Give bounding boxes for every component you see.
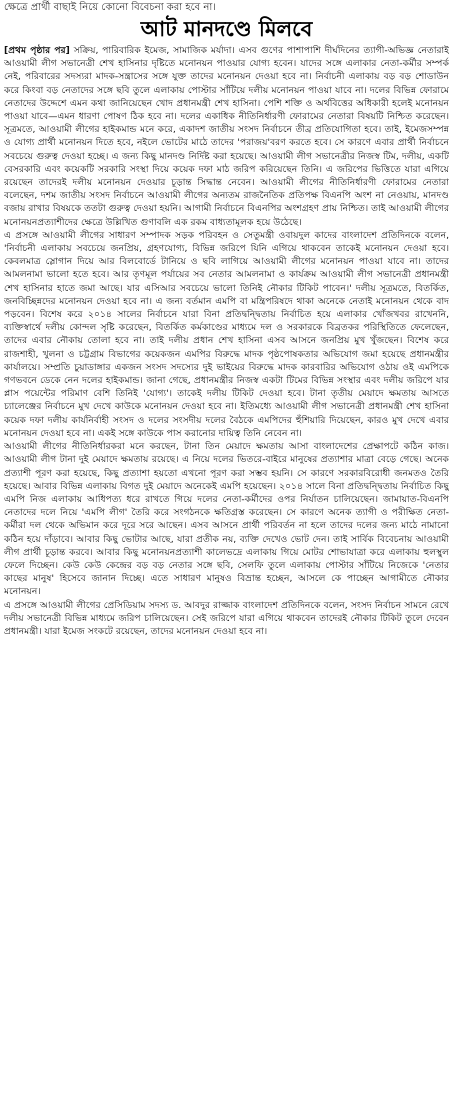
article-headline: আট মানদণ্ডে মিলবে: [140, 17, 313, 41]
article-body: [4, 44, 449, 1116]
continued-from-label: [প্রথম পৃষ্ঠার পর]: [4, 45, 70, 56]
article-paragraph-1: [4, 44, 449, 229]
paragraph-text: সক্রিয়, পারিবারিক ইমেজ, সামাজিক মর্যাদা। এসব গুণের পাশাপাশি দীর্ঘদিনের ত্যাগী-অভিজ্ঞ নেতারাই আওয়ামী লীগ সভানেত্রী শেখ হাসিনার দৃষ্টিতে মনোনয়ন পাওয়ার যোগ্য হবেন। যাদের সঙ্গে এলাকার নেতা-কর্মীর সম্পর্ক নেই, পরিবারের সদস্যরা মাদক-সন্ত্রাসের সঙ্গে যুক্ত তাদের মনোনয়ন দেওয়া হবে না। নির্বাচনী এলাকায় বড় বড় শোডাউন করে কিংবা বড় নেতাদের সঙ্গে ছবি তুলে এলাকায় পোস্টার সাঁটিয়ে দলীয় মনোনয়ন পাওয়া যাবে না। দলের বিভিন্ন ফোরামে নেতাদের উদ্দেশে এমন কথা জানিয়েছেন খোদ প্রধানমন্ত্রী শেখ হাসিনা। পেশি শক্তি ও অর্থবিত্তের অধিকারী হলেই মনোনয়ন পাওয়া যাবে—এমন ধারণা পোষণ ঠিক হবে না। দলের একাধিক নীতিনির্ধারণী ফোরামের নেতারা বিষয়টি নিশ্চিত করেছেন। সূত্রমতে, আওয়ামী লীগের হাইকমান্ড মনে করে, একাদশ জাতীয় সংসদ নির্বাচনে তীব্র প্রতিযোগিতা হবে। তাই, ইমেজসম্পন্ন ও যোগ্য প্রার্থী মনোনয়ন দিতে হবে, নইলে ভোটের মাঠে তাদের 'পরাজয়'বরণ করতে হবে। সে কারণে এবার প্রার্থী নির্বাচনে সবচেয়ে গুরুত্ব দেওয়া হচ্ছে। এ জন্য কিছু মানদণ্ড নির্দিষ্ট করা হয়েছে। আওয়ামী লীগ সভানেত্রীর নিজস্ব টিম, দলীয়, একটি বেসরকারি এবং কয়েকটি সরকারি সংস্থা দিয়ে কয়েক দফা মাঠ জরিপ করিয়েছেন তিনি। এ জরিপের ভিত্তিতে যারা এগিয়ে রয়েছেন তাদেরই দলীয় মনোনয়ন দেওয়ার চূড়ান্ত সিদ্ধান্ত নেবেন। আওয়ামী লীগের নীতিনির্ধারণী ফোরামের নেতারা বলেছেন, দশম জাতীয় সংসদ নির্বাচনে আওয়ামী লীগের অন্যতম রাজনৈতিক প্রতিপক্ষ বিএনপি অংশ না নেওয়ায়, মানদণ্ড বজায় রাখার বিষয়কে ততটা গুরুত্ব দেওয়া হয়নি। আগামী নির্বাচনে বিএনপির অংশগ্রহণ প্রায় নিশ্চিত। তাই আওয়ামী লীগের মনোনয়নপ্রত্যাশীদের ক্ষেত্রে উল্লিখিত গুণাবলি এক রকম বাধ্যতামূলক হয়ে উঠেছে।: [4, 45, 449, 228]
previous-article-tail: ক্ষেত্রে প্রার্থী বাছাই নিয়ে কোনো বিবেচনা করা হবে না।: [4, 2, 216, 13]
article-paragraph-3: আওয়ামী লীগের নীতিনির্ধারকরা মনে করছেন, টানা তিন মেয়াদে ক্ষমতায় আসা বাংলাদেশের প্রেক্ষাপটে কঠিন কাজ। আওয়ামী লীগ টানা দুই মেয়াদে ক্ষমতায় রয়েছে। এ নিয়ে দলের ভিতরে-বাইরে মানুষের প্রত্যাশার মাত্রা বেড়ে গেছে। অনেক প্রত্যাশী পূরণ করা হয়েছে, কিছু প্রত্যাশা হয়তো এখনো পূরণ করা সম্ভব হয়নি। সে কারণে সরকারবিরোধী জনমতও তৈরি হয়েছে। আবার বিভিন্ন এলাকায় বিগত দুই মেয়াদে অনেকেই এমপি হয়েছেন। ২০১৪ সালে বিনা প্রতিদ্বন্দ্বিতায় নির্বাচিত কিছু এমপি নিজ এলাকায় আধিপত্য ধরে রাখতে গিয়ে দলের নেতা-কর্মীদের ওপর নির্যাতন চালিয়েছেন। জামায়াত-বিএনপি নেতাদের দলে নিয়ে 'এমপি লীগ' তৈরি করে সংগঠনকে ক্ষতিগ্রস্ত করেছেন। সে কারণে অনেক ত্যাগী ও পরীক্ষিত নেতা-কর্মীরা দল থেকে অভিমান করে দূরে সরে আছেন। এসব আসনে প্রার্থী পরিবর্তন না হলে তাদের দলের জন্য মাঠে নামানো কঠিন হয়ে দাঁড়াবে। আবার কিছু ভোটার আছে, যারা প্রতীক নয়, ব্যক্তি দেখেও ভোট দেন। তাই সার্বিক বিবেচনায় আওয়ামী লীগ প্রার্থী চূড়ান্ত করবে। আবার কিছু মনোনয়নপ্রত্যাশী কালেভদ্রে এলাকায় গিয়ে মোটর শোভাযাত্রা করে এলাকায় হুলস্থুল ফেলে দিচ্ছেন। কেউ কেউ কেন্দ্রের বড় বড় নেতার সঙ্গে ছবি, সেলফি তুলে এলাকায় পোস্টার সাঁটিয়ে নিজেকে 'নেতার কাছের মানুষ' হিসেবে জানান দিচ্ছে। এতে সাধারণ মানুষও বিভ্রান্ত হচ্ছেন, আসলে কে পাচ্ছেন আগামীতে নৌকার মনোনয়ন।: [4, 441, 449, 598]
article-paragraph-4: এ প্রসঙ্গে আওয়ামী লীগের প্রেসিডিয়াম সদস্য ড. আবদুর রাজ্জাক বাংলাদেশ প্রতিদিনকে বলেন, সংসদ নির্বাচন সামনে রেখে দলীয় সভানেত্রী বিভিন্ন মাধ্যমে জরিপ চালিয়েছেন। সেই জরিপে যারা এগিয়ে থাকবেন তাদেরই নৌকার টিকিট তুলে দেবেন প্রধানমন্ত্রী। যারা ইমেজ সংকটে রয়েছেন, তাদের মনোনয়ন দেওয়া হবে না।: [4, 599, 449, 637]
article-paragraph-2: এ প্রসঙ্গে আওয়ামী লীগের সাধারণ সম্পাদক সড়ক পরিবহন ও সেতুমন্ত্রী ওবায়দুল কাদের বাংলাদেশ প্রতিদিনকে বলেন, 'নির্বাচনী এলাকায় সবচেয়ে জনপ্রিয়, গ্রহণযোগ্য, বিভিন্ন জরিপে যিনি এগিয়ে থাকবেন তাকেই মনোনয়ন দেওয়া হবে। কেবলমাত্র স্লোগান দিয়ে আর বিলবোর্ডে টানিয়ে ও ছবি লাগিয়ে আওয়ামী লীগের মনোনয়ন পাওয়া যাবে না। তাদের আমলনামা ভালো হতে হবে। আর তৃণমূল পর্যায়ের সব নেতার আমলনামা ও কার্যক্রম আওয়ামী লীগ সভানেত্রী প্রধানমন্ত্রী শেখ হাসিনার হাতে জমা আছে। যার এসিআর সবচেয়ে ভালো তিনিই নৌকার টিকিট পাবেন।' দলীয় সূত্রমতে, বিতর্কিত, জনবিচ্ছিন্নদের মনোনয়ন দেওয়া হবে না। এ জন্য বর্তমান এমপি বা মন্ত্রিপরিষদে থাকা অনেকে নেতাই মনোনয়ন থেকে বাদ পড়বেন। বিশেষ করে ২০১৪ সালের নির্বাচনে যারা বিনা প্রতিদ্বন্দ্বিতায় নির্বাচিত হয়ে এলাকার খোঁজখবর রাখেননি, ব্যক্তিস্বার্থে দলীয় কোন্দল সৃষ্টি করেছেন, বিতর্কিত কর্মকাণ্ডের মাধ্যমে দল ও সরকারকে বিব্রতকর পরিস্থিতিতে ফেলেছেন, তাদের এবার নৌকায় তোলা হবে না। তাই দলীয় প্রধান শেখ হাসিনা এসব আসনে জনপ্রিয় মুখ খুঁজছেন। বিশেষ করে রাজশাহী, খুলনা ও চট্টগ্রাম বিভাগের কয়েকজন এমপির বিরুদ্ধে মাদক পৃষ্ঠপোষকতার অভিযোগ জমা হয়েছে প্রধানমন্ত্রীর কার্যালয়ে। সম্প্রতি চুয়াডাঙ্গার একজন সংসদ সদস্যের দুই ভাইয়ের বিরুদ্ধে মাদক কারবারির অভিযোগ ওঠায় ওই এমপিকে গণভবনে ডেকে নেন দলের হাইকমান্ড। জানা গেছে, প্রধানমন্ত্রীর নিজস্ব একটা টিমের বিভিন্ন সংস্থার এবং দলীয় জরিপে যার প্লাস পয়েন্টের পরিমাণ বেশি তিনিই 'যোগ্য'। তাকেই দলীয় টিকিট দেওয়া হবে। টানা তৃতীয় মেয়াদে ক্ষমতায় আসতে চ্যালেঞ্জের নির্বাচনে মুখ দেখে কাউকে মনোনয়ন দেওয়া হবে না। ইতিমধ্যে আওয়ামী লীগ সভানেত্রী প্রধানমন্ত্রী শেখ হাসিনা কয়েক দফা দলীয় কার্যনির্বাহী সংসদ ও দলের সংসদীয় দলের বৈঠকে এমপিদের হুঁশিয়ারি দিয়েছেন, কারও মুখ দেখে এবার মনোনয়ন দেওয়া হবে না। একই সঙ্গে কাউকে পাস করানোর দায়িত্ব তিনি নেবেন না।: [4, 229, 449, 439]
